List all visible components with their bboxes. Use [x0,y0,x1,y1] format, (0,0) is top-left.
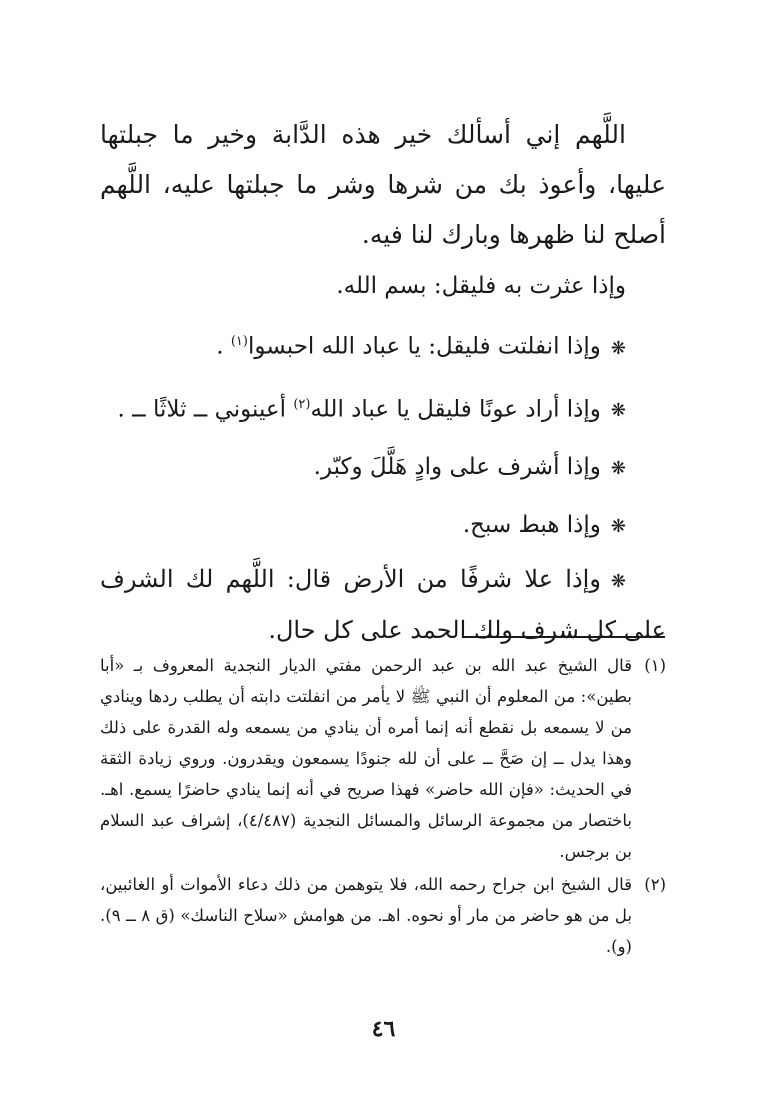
footnote [100,869,666,962]
bullet-mark-icon: ❋ [610,337,626,359]
bullet-text: وإذا انفلتت فليقل: يا عباد الله احبسوا [247,333,601,360]
page-number: ٤٦ [371,1016,396,1042]
footnote-ref: (١) [230,334,248,349]
main-paragraph: اللَّهم إني أسألك خير هذه الدَّابة وخير ما جبلتها عليها، وأعوذ بك من شرها وشر ما جبلتها عليه، اللَّهم أصلح لنا ظهرها وبارك لنا فيه. [100,120,666,249]
footnote-text: قال الشيخ عبد الله بن عبد الرحمن مفتي الديار النجدية المعروف بـ «أبا بطين»: من المعلوم أن النبي ﷺ لا يأمر من انفلتت دابته أن يطلب ردها وينادي من لا يسمعه بل نقطع أنه إنما أمره أن ينادي من يسمعه وله القدرة على ذلك وهذا يدل ــ إن صَحَّ ــ على أن لله جنودًا يسمعون ويقدرون. وروي زيادة الثقة في الحديث: «فإن الله حاضر» فهذا صريح في أنه إنما ينادي حاضرًا يسمع. اهـ. باختصار من مجموعة الرسائل والمسائل النجدية (٤/٤٨٧)، إشراف عبد السلام بن برجس. [100,656,632,861]
bullet-item [100,391,666,426]
footnote-text: قال الشيخ ابن جراح رحمه الله، فلا يتوهمن من ذلك دعاء الأموات أو الغائبين، بل من هو حاضر من مار أو نحوه. اهـ. من هوامش «سلاح الناسك» (ق ٨ ــ ٩). (و). [100,875,632,956]
bullet-mark-icon: ❋ [610,458,626,480]
bullet-text: وإذا هبط سبح. [462,512,601,539]
bullet-tail: أعينوني ــ ثلاثًا ــ . [117,396,287,423]
bullet-list [100,328,666,541]
footnote-ref: (٢) [293,396,311,412]
bullet-mark-icon: ❋ [610,516,626,538]
footnote [100,650,666,867]
bullet-item [100,453,666,483]
bullet-tail: . [216,333,224,360]
footnote-divider [462,636,665,638]
bullet-item [100,511,666,541]
bullet-text: وإذا أراد عونًا فليقل يا عباد الله [310,396,601,423]
bullet-mark-icon: ❋ [610,571,626,593]
bullet-text: وإذا علا شرفًا من الأرض قال: اللَّهم لك الشرف على كل شرف ولك الحمد على كل حال. [100,565,666,645]
line-stumble: وإذا عثرت به فليقل: بسم الله. [336,273,626,299]
footnote-number: (٢) [644,875,666,894]
footnotes [100,650,666,964]
bullet-item [100,328,666,363]
bullet-item-last [100,555,666,654]
footnote-number: (١) [644,656,666,675]
bullet-mark-icon: ❋ [610,400,626,422]
bullet-text: وإذا أشرف على وادٍ هَلَّلَ وكبّر. [313,454,601,481]
main-text [100,110,666,654]
